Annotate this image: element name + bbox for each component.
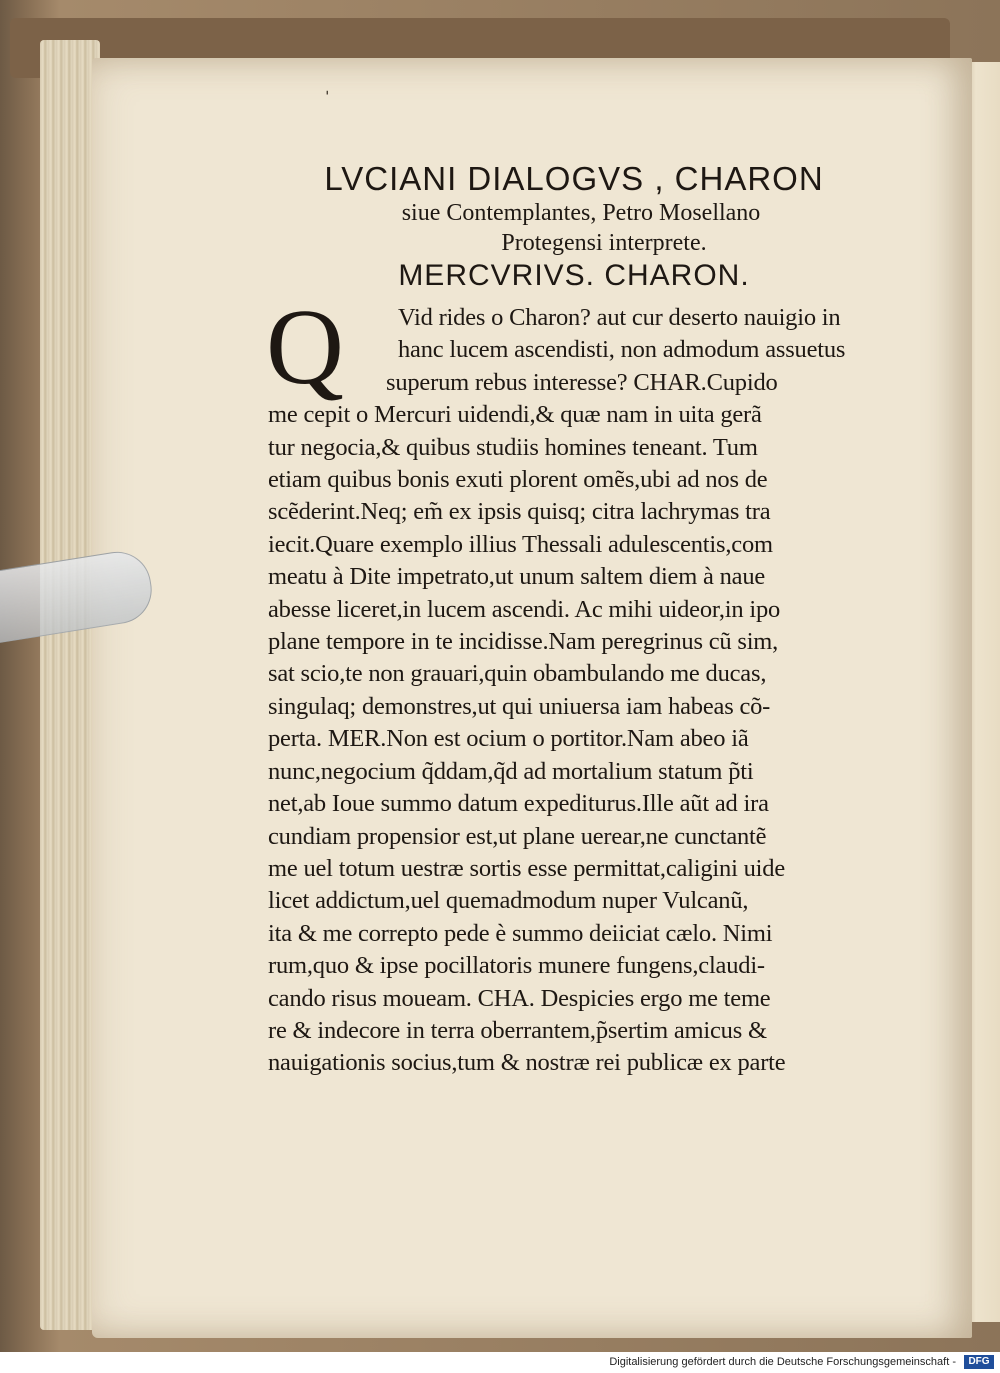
body-line: nauigationis socius,tum & nostræ rei publicæ ex parte (268, 1049, 786, 1077)
body-line: abesse liceret,in lucem ascendi. Ac mihi uideor,in ipo (268, 595, 781, 623)
body-line: singulaq; demonstres,ut qui uniuersa iam habeas cõ- (268, 692, 771, 720)
printed-text (268, 160, 880, 1080)
body-line: etiam quibus bonis exuti plorent omẽs,ubi ad nos de (268, 466, 768, 494)
body-line: Vid rides o Charon? aut cur deserto nauigio in (398, 304, 841, 331)
body-line: sat scio,te non grauari,quin obambulando me ducas, (268, 660, 767, 688)
body-line: me cepit o Mercuri uidendi,& quæ nam in uita gerã (268, 401, 762, 429)
body-line: iecit.Quare exemplo illius Thessali adulescentis,com (268, 530, 773, 558)
page-edges (40, 40, 100, 1330)
body-line: hanc lucem ascendisti, non admodum assuetus (398, 336, 846, 364)
body-line: meatu à Dite impetrato,ut unum saltem diem à naue (268, 563, 766, 591)
dfg-logo: DFG (964, 1355, 994, 1369)
body-line: licet addictum,uel quemadmodum nuper Vulcanũ, (268, 887, 749, 915)
body-line: tur negocia,& quibus studiis homines teneant. Tum (268, 433, 758, 461)
dialogue-body (268, 302, 880, 1080)
body-line: net,ab Ioue summo datum expediturus.Ille aũt ad ira (268, 790, 769, 818)
body-line: re & indecore in terra oberrantem,p̃sertim amicus & (268, 1016, 767, 1044)
body-line: cundiam propensior est,ut plane uerear,ne cunctantẽ (268, 822, 767, 850)
body-line: me uel totum uestræ sortis esse permittat,caligini uide (268, 854, 786, 882)
subtitle-line-2: Protegensi interprete. (501, 230, 707, 256)
body-line: plane tempore in te incidisse.Nam peregrinus cũ sim, (268, 628, 779, 656)
body-line: superum rebus interesse? CHAR.Cupido (386, 368, 778, 396)
page-mark: ˈ (325, 88, 330, 107)
body-line: scẽderint.Neq; em̃ ex ipsis quisq; citra lachrymas tra (268, 498, 771, 526)
footer-credit: Digitalisierung gefördert durch die Deutsche Forschungsgemeinschaft - (609, 1356, 956, 1368)
body-line: ita & me correpto pede è summo deiiciat cælo. Nimi (268, 919, 773, 947)
body-line: rum,quo & ipse pocillatoris munere fungens,claudi- (268, 952, 765, 980)
body-line: nunc,negocium q̃ddam,q̃d ad mortalium statum p̃ti (268, 757, 754, 785)
decorated-initial: Q (266, 288, 344, 407)
speaker-names: MERCVRIVS. CHARON. (398, 259, 750, 292)
subtitle-line-1: siue Contemplantes, Petro Mosellano (401, 200, 761, 226)
body-line: cando risus moueam. CHA. Despicies ergo me teme (268, 984, 771, 1012)
dialogue-title: LVCIANI DIALOGVS , CHARON (324, 160, 824, 197)
body-line: perta. MER.Non est ocium o portitor.Nam abeo iã (268, 725, 749, 753)
